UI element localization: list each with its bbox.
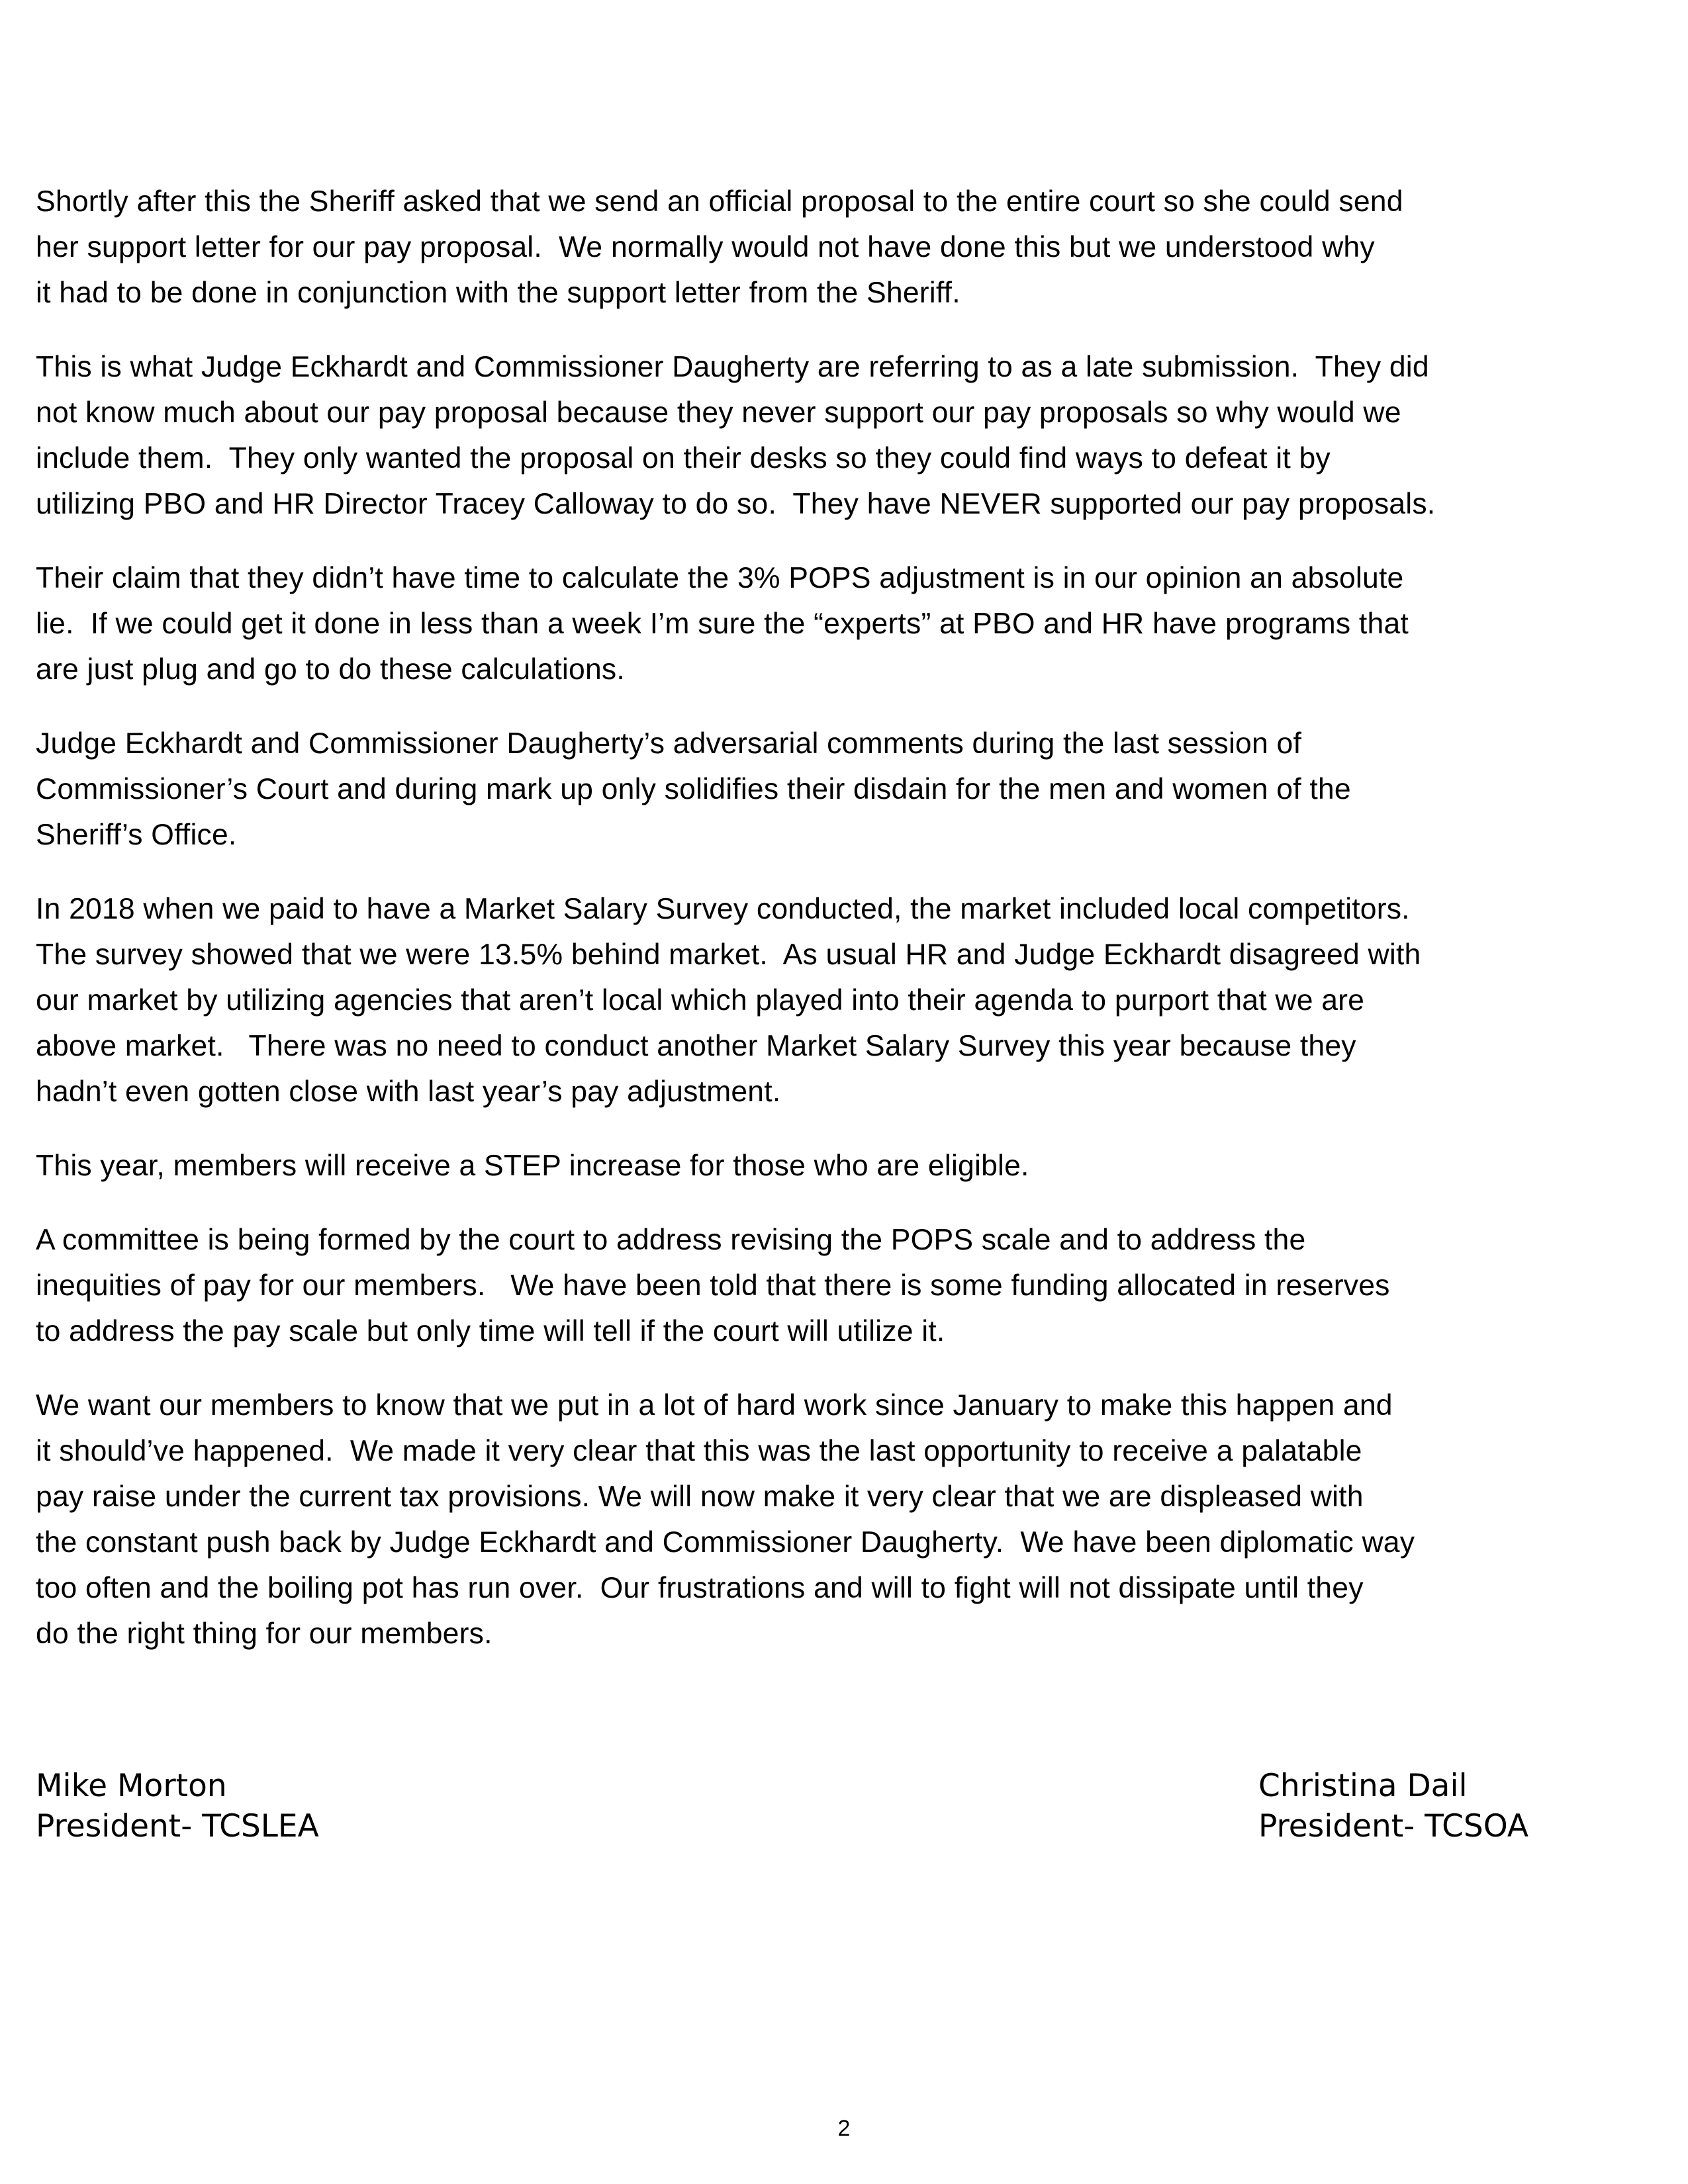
text-line: A committee is being formed by the court to address revising the POPS scale and to address the <box>36 1224 1306 1256</box>
text-line: This year, members will receive a STEP increase for those who are eligible. <box>36 1150 1029 1182</box>
signatory-name: Christina Dail <box>1258 1768 1468 1804</box>
paragraph-sheriff-request <box>36 179 1638 316</box>
text-line: We want our members to know that we put in a lot of hard work since January to make this happen and <box>36 1389 1393 1422</box>
text-line: her support letter for our pay proposal. We normally would not have done this but we understood why <box>36 231 1375 263</box>
paragraph-closing-statement <box>36 1383 1638 1657</box>
text-line: are just plug and go to do these calculations. <box>36 653 625 686</box>
letter-body <box>36 179 1638 1685</box>
paragraph-step-increase <box>36 1143 1638 1189</box>
text-line: Sheriff’s Office. <box>36 819 237 851</box>
text-line: Commissioner’s Court and during mark up only solidifies their disdain for the men and women of the <box>36 773 1351 805</box>
signature-block-right <box>1258 1766 1528 1846</box>
text-line: the constant push back by Judge Eckhardt and Commissioner Daugherty. We have been diplomatic way <box>36 1526 1415 1559</box>
text-line: it had to be done in conjunction with the support letter from the Sheriff. <box>36 277 961 309</box>
signatory-title: President- TCSLEA <box>36 1808 319 1844</box>
paragraph-committee <box>36 1217 1638 1354</box>
text-line: inequities of pay for our members. We have been told that there is some funding allocated in reserves <box>36 1269 1390 1302</box>
text-line: our market by utilizing agencies that aren’t local which played into their agenda to purport that we are <box>36 984 1365 1017</box>
text-line: above market. There was no need to conduct another Market Salary Survey this year because they <box>36 1030 1356 1062</box>
text-line: do the right thing for our members. <box>36 1617 492 1650</box>
signature-block-left <box>36 1766 319 1846</box>
signatory-name: Mike Morton <box>36 1768 227 1804</box>
text-line: lie. If we could get it done in less than a week I’m sure the “experts” at PBO and HR have programs that <box>36 608 1409 640</box>
paragraph-late-submission <box>36 344 1638 527</box>
text-line: This is what Judge Eckhardt and Commissioner Daugherty are referring to as a late submission. They did <box>36 351 1429 383</box>
text-line: pay raise under the current tax provisions. We will now make it very clear that we are displeased with <box>36 1480 1364 1513</box>
text-line: too often and the boiling pot has run over. Our frustrations and will to fight will not dissipate until they <box>36 1572 1364 1604</box>
paragraph-adversarial-comments <box>36 721 1638 858</box>
text-line: not know much about our pay proposal because they never support our pay proposals so why would we <box>36 396 1401 429</box>
text-line: In 2018 when we paid to have a Market Salary Survey conducted, the market included local competitors. <box>36 893 1410 925</box>
paragraph-pops-adjustment <box>36 555 1638 692</box>
text-line: it should’ve happened. We made it very clear that this was the last opportunity to receive a palatable <box>36 1435 1362 1467</box>
signatory-title: President- TCSOA <box>1258 1808 1529 1844</box>
text-line: Shortly after this the Sheriff asked that we send an official proposal to the entire court so she could send <box>36 185 1403 218</box>
text-line: utilizing PBO and HR Director Tracey Calloway to do so. They have NEVER supported our pay proposals. <box>36 488 1436 520</box>
paragraph-market-survey <box>36 886 1638 1115</box>
page-number: 2 <box>837 2116 851 2141</box>
text-line: Their claim that they didn’t have time to calculate the 3% POPS adjustment is in our opinion an absolute <box>36 562 1404 594</box>
text-line: hadn’t even gotten close with last year’s pay adjustment. <box>36 1075 781 1108</box>
text-line: to address the pay scale but only time will tell if the court will utilize it. <box>36 1315 945 1347</box>
text-line: Judge Eckhardt and Commissioner Daugherty’s adversarial comments during the last session of <box>36 727 1302 760</box>
text-line: The survey showed that we were 13.5% behind market. As usual HR and Judge Eckhardt disagreed with <box>36 938 1421 971</box>
text-line: include them. They only wanted the proposal on their desks so they could find ways to defeat it by <box>36 442 1331 475</box>
